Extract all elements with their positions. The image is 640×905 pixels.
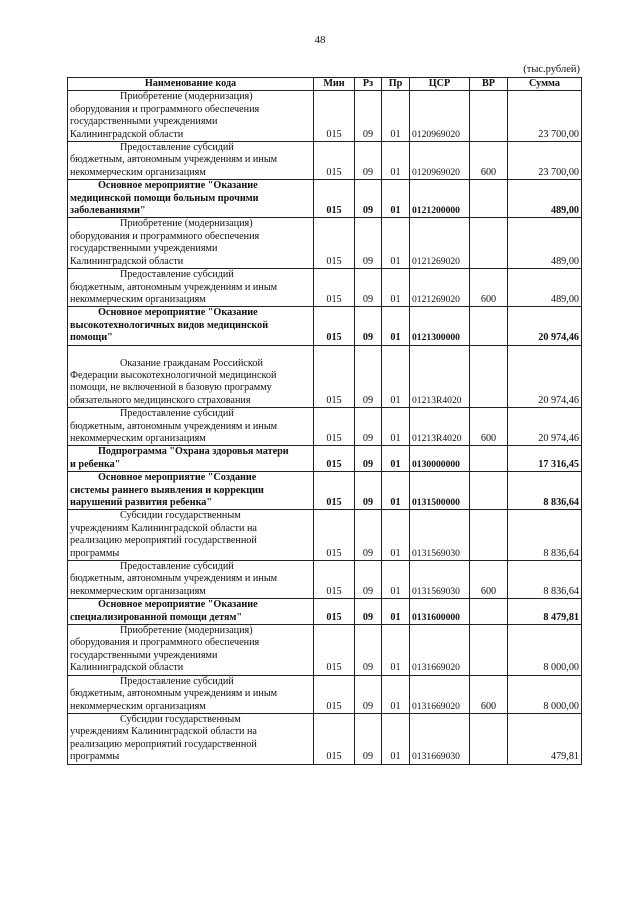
cell-sum: 8 479,81 <box>508 599 582 625</box>
cell-name-line: программы <box>70 751 120 763</box>
header-name: Наименование кода <box>68 78 314 91</box>
cell-min: 015 <box>314 675 355 713</box>
cell-name <box>68 510 314 561</box>
cell-sum: 489,00 <box>508 180 582 218</box>
cell-sum: 489,00 <box>508 269 582 307</box>
cell-min: 015 <box>314 307 355 345</box>
cell-pr: 01 <box>382 561 410 599</box>
cell-rz: 09 <box>355 446 382 472</box>
cell-pr: 01 <box>382 408 410 446</box>
table-body <box>68 91 582 764</box>
cell-vr <box>470 599 508 625</box>
cell-name-line: и ребенка" <box>70 458 121 470</box>
table-row <box>68 218 582 269</box>
cell-min: 015 <box>314 713 355 764</box>
table-row <box>68 408 582 446</box>
cell-csr: 0131569030 <box>410 510 470 561</box>
cell-sum: 8 836,64 <box>508 510 582 561</box>
cell-csr: 0131569030 <box>410 561 470 599</box>
cell-name-line: Калининградской области <box>70 128 184 140</box>
cell-csr: 0131669020 <box>410 625 470 676</box>
cell-name-line: Предоставление субсидий <box>120 408 234 420</box>
cell-name <box>68 713 314 764</box>
cell-name-line: бюджетным, автономным учреждениям и иным <box>70 420 278 432</box>
cell-name-line: некоммерческим организациям <box>70 432 206 444</box>
cell-name-line: медицинской помощи больным прочими <box>70 192 259 204</box>
cell-vr <box>470 472 508 510</box>
cell-csr: 0130000000 <box>410 446 470 472</box>
cell-name <box>68 675 314 713</box>
cell-name-line: оборудования и программного обеспечения <box>70 103 260 115</box>
cell-name <box>68 408 314 446</box>
cell-sum: 479,81 <box>508 713 582 764</box>
cell-min: 015 <box>314 91 355 142</box>
cell-vr <box>470 510 508 561</box>
cell-name-line: бюджетным, автономным учреждениям и иным <box>70 688 278 700</box>
table-row <box>68 91 582 142</box>
cell-min: 015 <box>314 408 355 446</box>
cell-sum: 20 974,46 <box>508 307 582 345</box>
cell-name-line: учреждениям Калининградской области на <box>70 522 257 534</box>
cell-name-line: Предоставление субсидий <box>120 269 234 281</box>
cell-vr: 600 <box>470 269 508 307</box>
cell-csr: 0131669020 <box>410 675 470 713</box>
cell-sum: 8 000,00 <box>508 675 582 713</box>
cell-rz: 09 <box>355 675 382 713</box>
cell-name-line: нарушений развития ребенка" <box>70 497 213 508</box>
cell-name-line: Основное мероприятие "Оказание <box>98 599 258 611</box>
cell-rz: 09 <box>355 345 382 408</box>
cell-name-line: Калининградской области <box>70 662 184 674</box>
cell-sum: 17 316,45 <box>508 446 582 472</box>
cell-name <box>68 599 314 625</box>
cell-name-line: Предоставление субсидий <box>120 561 234 573</box>
table-row <box>68 599 582 625</box>
cell-pr: 01 <box>382 599 410 625</box>
page-number: 48 <box>314 34 326 46</box>
cell-vr: 600 <box>470 561 508 599</box>
cell-pr: 01 <box>382 307 410 345</box>
table-row <box>68 307 582 345</box>
cell-min: 015 <box>314 269 355 307</box>
cell-name-line: системы раннего выявления и коррекции <box>70 484 264 496</box>
cell-pr: 01 <box>382 142 410 180</box>
cell-min: 015 <box>314 625 355 676</box>
table-row <box>68 142 582 180</box>
cell-csr: 01213R4020 <box>410 408 470 446</box>
cell-name <box>68 142 314 180</box>
cell-pr: 01 <box>382 446 410 472</box>
cell-name-line: Основное мероприятие "Оказание <box>98 180 258 192</box>
header-rz: Рз <box>355 78 382 91</box>
cell-name-line: Приобретение (модернизация) <box>120 218 253 230</box>
cell-name-line: высокотехнологичных видов медицинской <box>70 319 269 331</box>
cell-rz: 09 <box>355 599 382 625</box>
cell-name <box>68 472 314 510</box>
cell-name-line: государственными учреждениями <box>70 243 218 255</box>
cell-csr: 0131500000 <box>410 472 470 510</box>
cell-csr: 0121269020 <box>410 218 470 269</box>
cell-vr <box>470 446 508 472</box>
cell-vr <box>470 307 508 345</box>
cell-name-line: Основное мероприятие "Оказание <box>98 307 258 319</box>
cell-rz: 09 <box>355 408 382 446</box>
cell-sum: 20 974,46 <box>508 408 582 446</box>
cell-rz: 09 <box>355 510 382 561</box>
cell-csr: 0121269020 <box>410 269 470 307</box>
cell-name-line: Калининградской области <box>70 255 184 267</box>
cell-name-line: Приобретение (модернизация) <box>120 625 253 637</box>
cell-name-line: Подпрограмма "Охрана здоровья матери <box>98 446 289 458</box>
cell-sum: 489,00 <box>508 218 582 269</box>
cell-csr: 0120969020 <box>410 142 470 180</box>
cell-name <box>68 218 314 269</box>
cell-name-line: Субсидии государственным <box>120 713 241 725</box>
cell-pr: 01 <box>382 269 410 307</box>
cell-min: 015 <box>314 180 355 218</box>
table-row <box>68 561 582 599</box>
cell-name-line: Федерации высокотехнологичной медицинской <box>70 369 277 381</box>
cell-name-line: помощи" <box>70 332 113 344</box>
cell-min: 015 <box>314 599 355 625</box>
cell-name-line: реализацию мероприятий государственной <box>70 535 257 547</box>
cell-pr: 01 <box>382 472 410 510</box>
cell-sum: 20 974,46 <box>508 345 582 408</box>
cell-name-line: реализацию мероприятий государственной <box>70 738 257 750</box>
table-row <box>68 269 582 307</box>
cell-name <box>68 625 314 676</box>
cell-vr <box>470 345 508 408</box>
cell-name-line: бюджетным, автономным учреждениям и иным <box>70 154 278 166</box>
cell-vr <box>470 180 508 218</box>
cell-rz: 09 <box>355 218 382 269</box>
cell-csr: 01213R4020 <box>410 345 470 408</box>
table-row <box>68 345 582 408</box>
cell-name-line: бюджетным, автономным учреждениям и иным <box>70 573 278 585</box>
table-row <box>68 625 582 676</box>
cell-name-line: Оказание гражданам Российской <box>120 357 263 369</box>
cell-pr: 01 <box>382 218 410 269</box>
cell-name-line: Приобретение (модернизация) <box>120 91 253 103</box>
cell-name <box>68 446 314 472</box>
budget-table <box>67 77 582 765</box>
cell-name-line: некоммерческим организациям <box>70 700 206 712</box>
cell-vr: 600 <box>470 408 508 446</box>
cell-sum: 8 836,64 <box>508 472 582 510</box>
cell-min: 015 <box>314 345 355 408</box>
cell-rz: 09 <box>355 269 382 307</box>
cell-sum: 8 836,64 <box>508 561 582 599</box>
cell-min: 015 <box>314 446 355 472</box>
cell-name-line: программы <box>70 547 120 559</box>
cell-vr <box>470 713 508 764</box>
cell-rz: 09 <box>355 561 382 599</box>
table-row <box>68 180 582 218</box>
header-sum: Сумма <box>508 78 582 91</box>
cell-name <box>68 307 314 345</box>
cell-rz: 09 <box>355 180 382 218</box>
cell-sum: 23 700,00 <box>508 91 582 142</box>
cell-min: 015 <box>314 142 355 180</box>
cell-vr: 600 <box>470 142 508 180</box>
cell-vr <box>470 625 508 676</box>
cell-name-line: некоммерческим организациям <box>70 293 206 305</box>
cell-rz: 09 <box>355 713 382 764</box>
cell-rz: 09 <box>355 142 382 180</box>
cell-pr: 01 <box>382 510 410 561</box>
cell-name-line: бюджетным, автономным учреждениям и иным <box>70 281 278 293</box>
cell-name-line: Основное мероприятие "Создание <box>98 472 257 484</box>
header-min: Мин <box>314 78 355 91</box>
cell-name-line: некоммерческим организациям <box>70 585 206 597</box>
cell-name <box>68 345 314 408</box>
header-vr: ВР <box>470 78 508 91</box>
cell-rz: 09 <box>355 472 382 510</box>
table-header-row <box>68 78 582 91</box>
cell-min: 015 <box>314 510 355 561</box>
cell-name-line: помощи, не включенной в базовую программу <box>70 382 272 394</box>
cell-name-line: оборудования и программного обеспечения <box>70 230 260 242</box>
cell-name-line: заболеваниями" <box>70 205 146 217</box>
table-row <box>68 472 582 510</box>
cell-name-line: государственными учреждениями <box>70 116 218 128</box>
cell-sum: 8 000,00 <box>508 625 582 676</box>
cell-pr: 01 <box>382 180 410 218</box>
table-row <box>68 510 582 561</box>
cell-vr <box>470 91 508 142</box>
cell-name-line: Предоставление субсидий <box>120 675 234 687</box>
cell-csr: 0120969020 <box>410 91 470 142</box>
cell-vr: 600 <box>470 675 508 713</box>
cell-pr: 01 <box>382 713 410 764</box>
cell-pr: 01 <box>382 625 410 676</box>
cell-rz: 09 <box>355 307 382 345</box>
cell-min: 015 <box>314 218 355 269</box>
cell-csr: 0131600000 <box>410 599 470 625</box>
cell-csr: 0121200000 <box>410 180 470 218</box>
cell-pr: 01 <box>382 345 410 408</box>
cell-name-line: некоммерческим организациям <box>70 166 206 178</box>
cell-name-line: специализированной помощи детям" <box>70 611 243 623</box>
cell-csr: 0121300000 <box>410 307 470 345</box>
cell-name-line: государственными учреждениями <box>70 649 218 661</box>
cell-pr: 01 <box>382 91 410 142</box>
cell-name <box>68 561 314 599</box>
cell-name-line: обязательного медицинского страхования <box>70 394 251 406</box>
cell-name-line: оборудования и программного обеспечения <box>70 637 260 649</box>
cell-name <box>68 91 314 142</box>
cell-vr <box>470 218 508 269</box>
table-row <box>68 446 582 472</box>
cell-sum: 23 700,00 <box>508 142 582 180</box>
cell-min: 015 <box>314 472 355 510</box>
cell-name-line: Субсидии государственным <box>120 510 241 522</box>
cell-name <box>68 180 314 218</box>
cell-csr: 0131669030 <box>410 713 470 764</box>
cell-name-line: Предоставление субсидий <box>120 142 234 154</box>
cell-name <box>68 269 314 307</box>
cell-rz: 09 <box>355 625 382 676</box>
cell-min: 015 <box>314 561 355 599</box>
header-pr: Пр <box>382 78 410 91</box>
table-row <box>68 675 582 713</box>
header-csr: ЦСР <box>410 78 470 91</box>
cell-pr: 01 <box>382 675 410 713</box>
cell-name-line: учреждениям Калининградской области на <box>70 726 257 738</box>
cell-rz: 09 <box>355 91 382 142</box>
units-label: (тыс.рублей) <box>523 64 580 75</box>
table-row <box>68 713 582 764</box>
